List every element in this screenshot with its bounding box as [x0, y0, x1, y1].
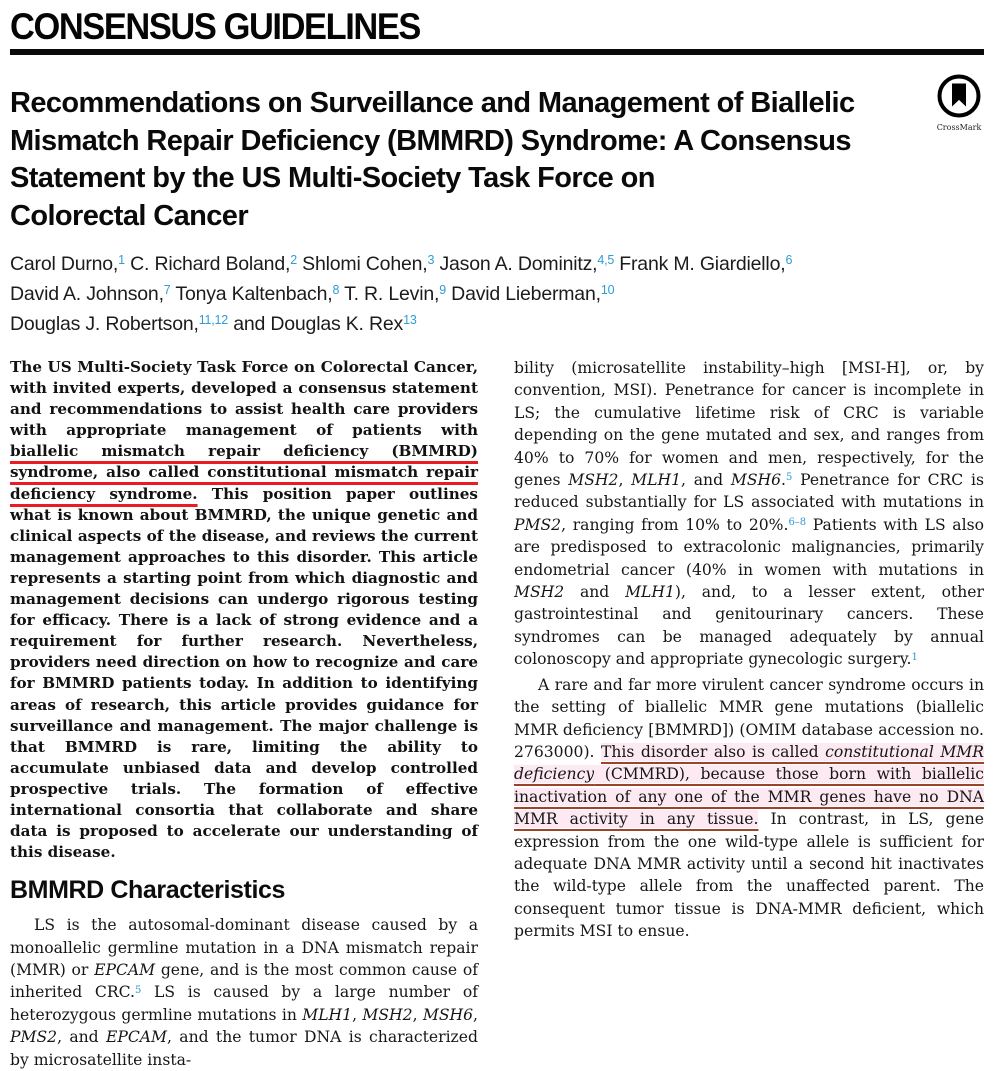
text-segment: gene, and is the most common cause of inherited CRC. — [10, 961, 478, 1002]
citation-ref[interactable]: 10 — [600, 283, 615, 298]
section-heading: BMMRD Characteristics — [10, 876, 286, 905]
author-line — [10, 249, 984, 279]
citation-ref[interactable]: 8 — [332, 283, 340, 298]
text-segment: Shlomi Cohen, — [296, 253, 428, 275]
text-segment: C. Richard Boland, — [124, 253, 291, 275]
text-segment: Tonya Kaltenbach, — [170, 283, 333, 305]
text-segment: David Lieberman, — [445, 283, 601, 305]
text-segment: T. R. Levin, — [339, 283, 440, 305]
two-column-body — [10, 357, 984, 1071]
body-paragraph — [514, 674, 984, 943]
citation-ref[interactable]: 7 — [163, 283, 171, 298]
citation-ref[interactable]: 2 — [290, 253, 297, 268]
text-segment: Patients with LS also are predisposed to extracolonic malignancies, primarily endometrial cancer (40% in women with mutations in — [514, 515, 984, 579]
highlighted-text: constitutional MMR deficiency — [514, 742, 984, 784]
article-title-line: Statement by the US Multi-Society Task Force on — [10, 162, 655, 194]
article-title-line: Mismatch Repair Deficiency (BMMRD) Syndrome: A Consensus — [10, 124, 851, 157]
italic-text: MLH1 — [625, 583, 675, 602]
italic-text: MSH2 — [514, 583, 565, 602]
abstract-paragraph — [10, 357, 478, 863]
underlined-text: biallelic mismatch repair deficiency (BMMRD) syndrome, also called constitutional mismatch repair deficiency syndrome. — [10, 442, 478, 503]
text-segment: ), and, to a lesser extent, other gastrointestinal and genitourinary cancers. These syndromes can be managed adequately by annual colonoscopy and appropriate gynecologic surgery. — [514, 583, 984, 669]
italic-text: MSH2 — [362, 1005, 413, 1024]
citation-ref[interactable]: 6 — [785, 253, 793, 268]
highlighted-text: (CMMRD), because those born with biallelic inactivation of any one of the MMR genes have no DNA MMR activity in any tissue. — [514, 765, 984, 829]
crossmark-badge[interactable] — [931, 74, 987, 132]
italic-text: MSH2 — [568, 471, 619, 490]
left-column — [10, 357, 478, 1071]
article-title-line: Colorectal Cancer — [10, 199, 248, 232]
citation-ref[interactable]: 1 — [911, 651, 918, 663]
section-kicker: CONSENSUS GUIDELINES — [10, 6, 420, 47]
text-segment: Douglas J. Robertson, — [10, 313, 199, 335]
text-segment: and — [564, 583, 626, 602]
highlighted-text: This disorder also is called — [600, 742, 826, 761]
italic-text: EPCAM — [105, 1028, 168, 1047]
text-segment: , — [412, 1005, 423, 1024]
italic-text: MSH6 — [422, 1005, 474, 1024]
text-segment: This position paper outlines what is known about BMMRD, the unique genetic and clinical aspects of the disease, and reviews the current management approaches to this disorder. This article represents a starting point from which diagnostic and management decisions can undergo rigorous testing for efficacy. There is a lack of strong evidence and a requirement for further research. Nevertheless, providers need direction on how to recognize and care for BMMRD patients today. In addition to identifying areas of research, this article provides guidance for surveillance and management. The major challenge is that BMMRD is rare, limiting the ability to accumulate unbiased data and develop controlled prospective trials. The formation of effective international consortia that collaborate and share data is proposed to accelerate our understanding of this disease. — [10, 484, 478, 862]
author-line — [10, 309, 984, 339]
citation-ref[interactable]: 4,5 — [597, 253, 615, 268]
crossmark-label: CrossMark — [936, 123, 982, 132]
text-segment: Frank M. Giardiello, — [614, 253, 786, 275]
citation-ref[interactable]: 6–8 — [788, 517, 807, 529]
header-rule — [10, 49, 984, 55]
text-segment: , — [473, 1005, 479, 1024]
text-segment: Carol Durno, — [10, 253, 119, 275]
italic-text: MSH6 — [730, 471, 782, 490]
text-segment: , and — [57, 1028, 106, 1047]
citation-ref[interactable]: 11,12 — [198, 313, 229, 328]
text-segment: and Douglas K. Rex — [228, 313, 404, 335]
text-segment: Jason A. Dominitz, — [434, 253, 598, 275]
text-segment: David A. Johnson, — [10, 283, 164, 305]
article-title-line: Recommendations on Surveillance and Management of Biallelic — [10, 87, 855, 119]
text-segment: . — [781, 471, 786, 490]
text-segment: , and the tumor DNA is characterized by microsatellite insta- — [10, 1028, 478, 1069]
author-list — [10, 249, 984, 339]
citation-ref[interactable]: 9 — [439, 283, 446, 298]
text-segment: A rare and far more virulent cancer syndrome occurs in the setting of biallelic MMR gene mutations (biallelic MMR deficiency [BMMRD]) (OMIM database accession no. 2763000). — [514, 675, 984, 761]
text-segment: , — [352, 1005, 363, 1024]
italic-text: MLH1 — [631, 471, 682, 490]
text-segment: , ranging from 10% to 20%. — [561, 515, 789, 534]
text-segment: LS is caused by a large number of heterozygous germline mutations in — [10, 983, 478, 1024]
right-column — [514, 357, 984, 1071]
text-segment: , — [618, 471, 632, 490]
citation-ref[interactable]: 1 — [118, 253, 125, 268]
text-segment: , and — [681, 471, 731, 490]
citation-ref[interactable]: 5 — [134, 984, 142, 996]
crossmark-icon — [937, 74, 981, 118]
article-title — [10, 85, 984, 235]
italic-text: EPCAM — [94, 961, 156, 980]
italic-text: PMS2 — [514, 515, 562, 534]
section-paragraph — [10, 914, 478, 1071]
text-segment: bility (microsatellite instability–high [MSI-H], or, by convention, MSI). Penetrance for cancer is incomplete in LS; the cumulative lifetime risk of CRC is variable depending on the gene mutated and sex, and ranges from 40% to 70% for women and men, respectively, for the genes — [514, 359, 984, 490]
author-line — [10, 279, 984, 309]
italic-text: PMS2 — [10, 1028, 58, 1047]
body-paragraph — [514, 357, 984, 671]
text-segment: LS is the autosomal-dominant disease caused by a monoallelic germline mutation in a DNA mismatch repair (MMR) or — [10, 916, 478, 980]
text-segment: The US Multi-Society Task Force on Colorectal Cancer, with invited experts, developed a consensus statement and recommendations to assist health care providers with appropriate management of patients with — [10, 358, 478, 440]
text-segment: In contrast, in LS, gene expression from the one wild-type allele is sufficient for adequate DNA MMR activity until a second hit inactivates the wild-type allele from the unaffected parent. The consequent tumor tissue is DNA-MMR deficient, which permits MSI to ensue. — [514, 810, 984, 941]
citation-ref[interactable]: 13 — [403, 313, 417, 328]
italic-text: MLH1 — [302, 1005, 353, 1024]
citation-ref[interactable]: 5 — [786, 472, 793, 484]
citation-ref[interactable]: 3 — [427, 253, 435, 268]
text-segment: Penetrance for CRC is reduced substantially for LS associated with mutations in — [514, 471, 984, 512]
